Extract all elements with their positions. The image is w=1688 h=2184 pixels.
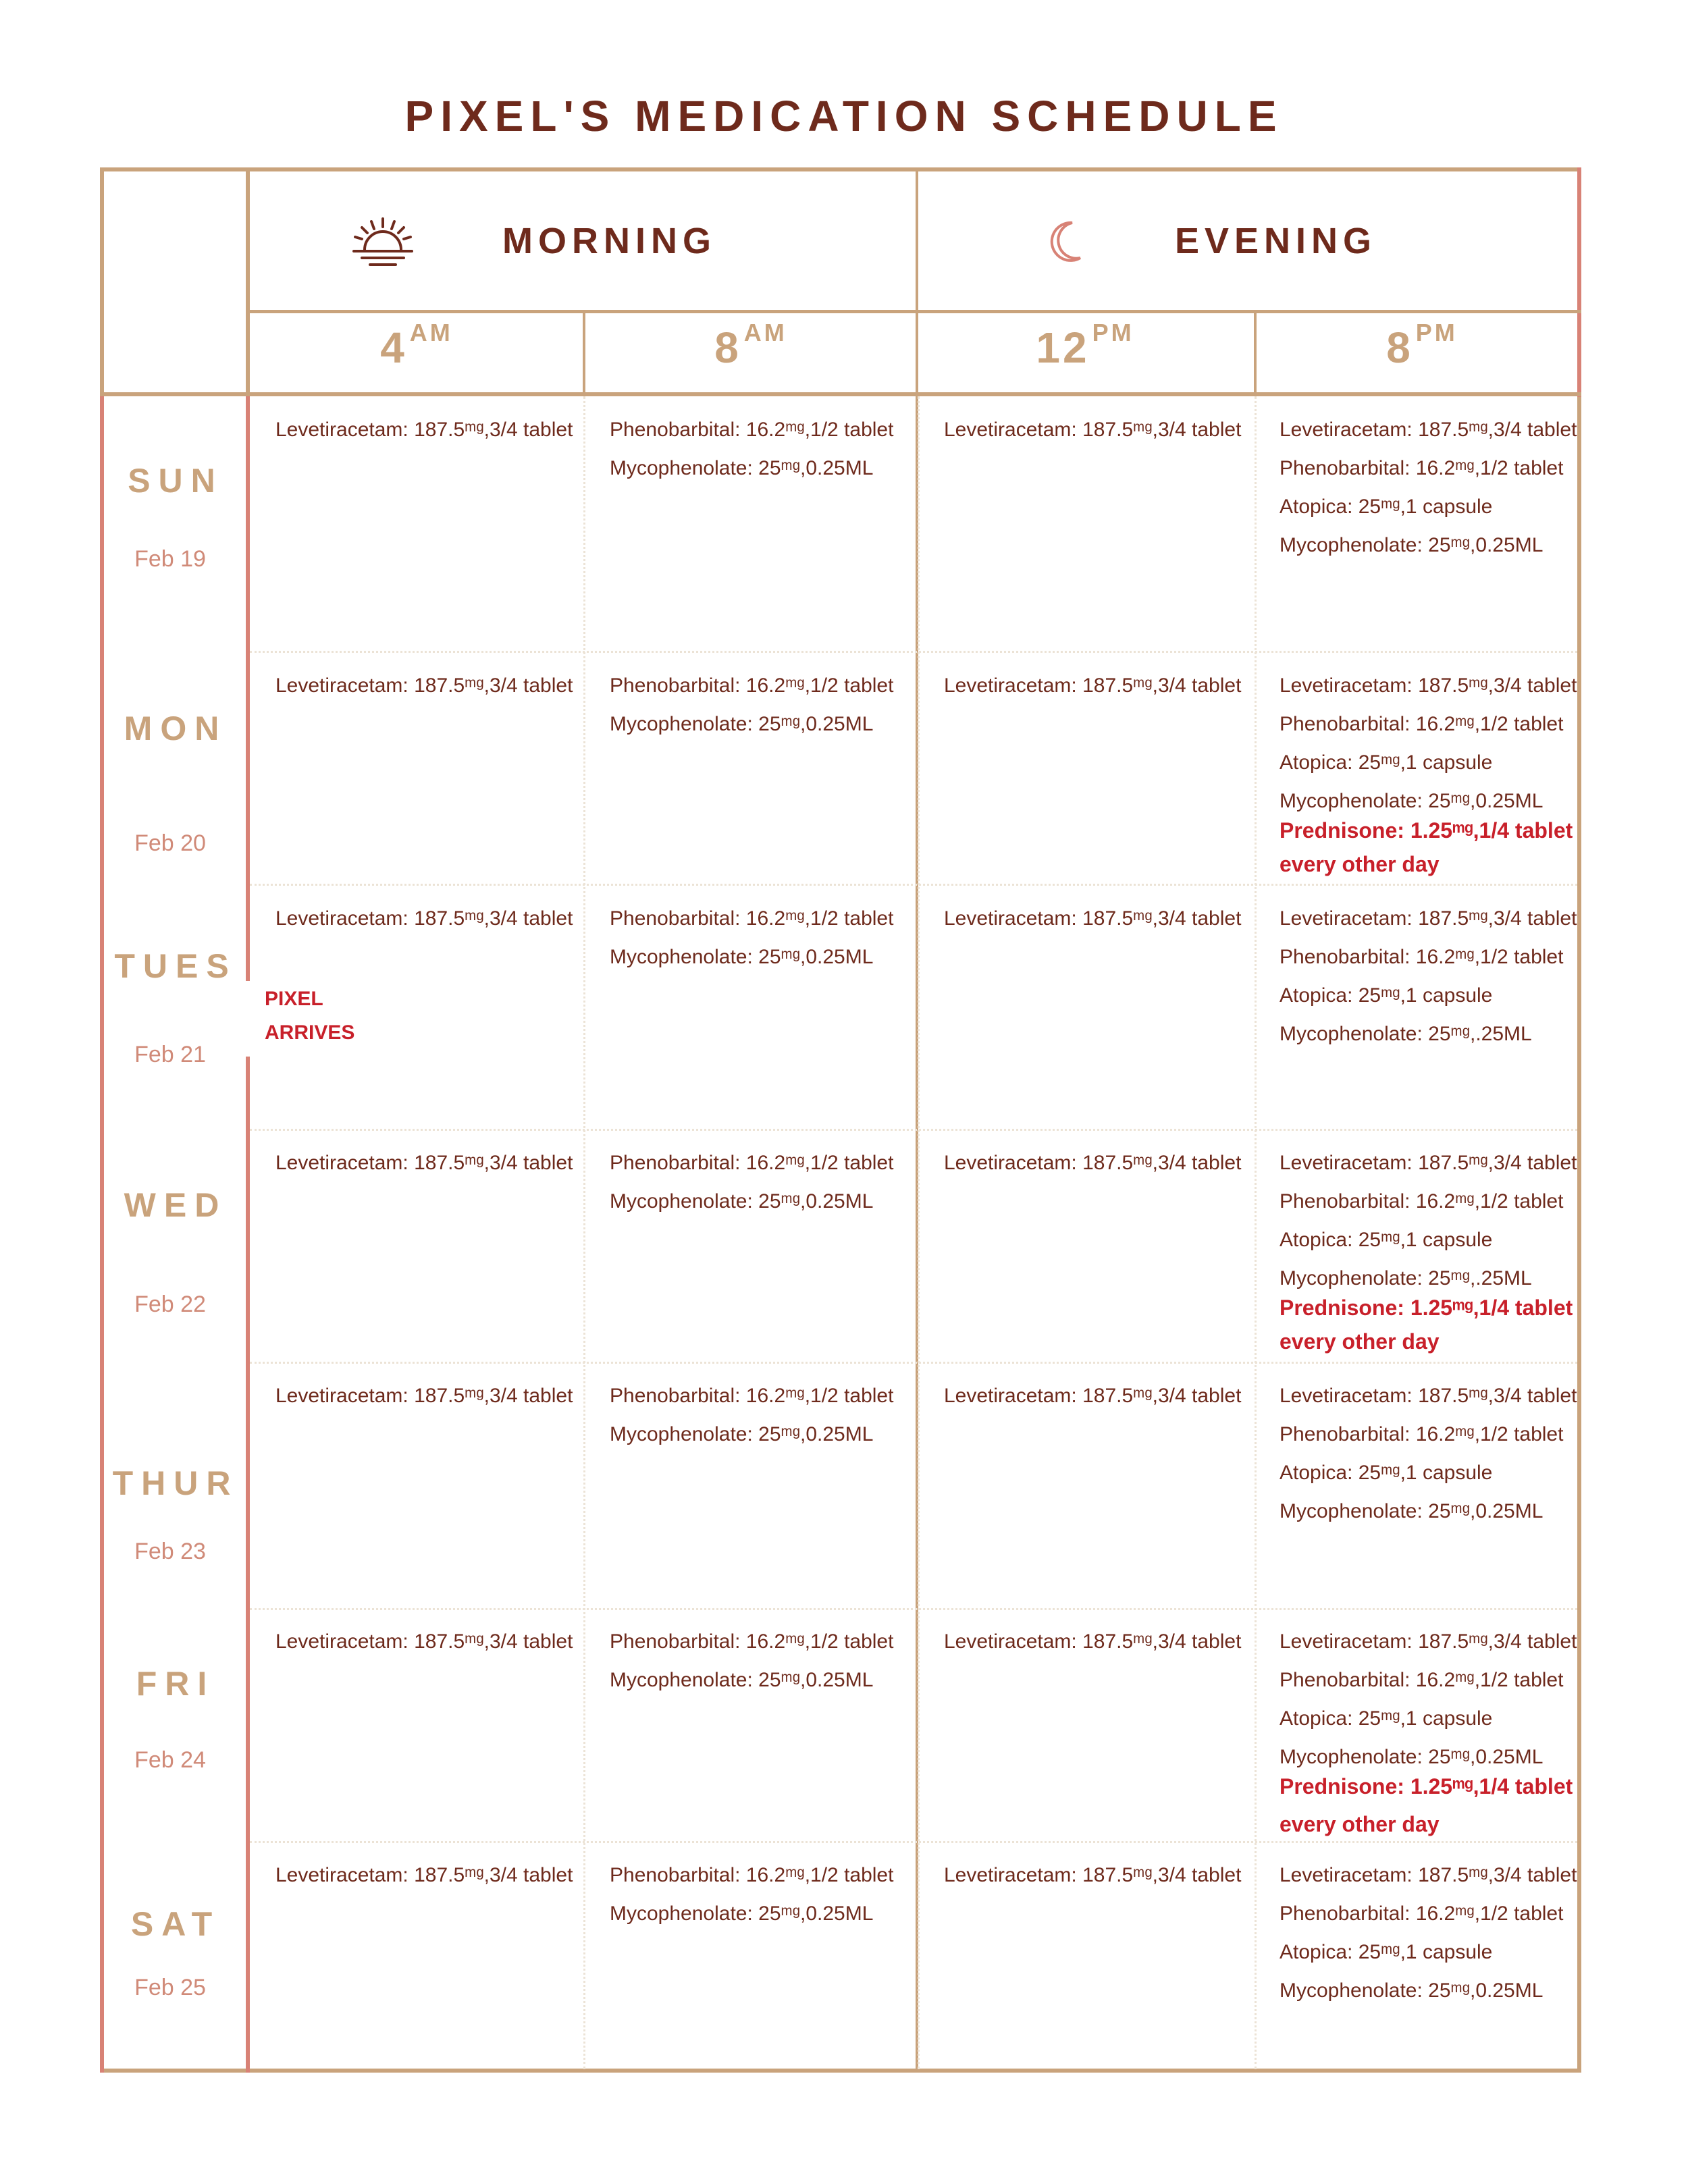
- note-line: ARRIVES: [265, 1021, 355, 1044]
- day-name-tues: TUES: [114, 947, 237, 985]
- dose-phenobarbital: Phenobarbital: 16.2ᵐᵍ,1/2 tablet: [1280, 1190, 1564, 1213]
- left-pink-bar: [100, 396, 104, 2073]
- dose-levetiracetam: Levetiracetam: 187.5ᵐᵍ,3/4 tablet: [275, 419, 573, 441]
- dose-levetiracetam: Levetiracetam: 187.5ᵐᵍ,3/4 tablet: [1280, 1864, 1577, 1886]
- cell-mon-8pm: [1280, 666, 1583, 881]
- cell-fri-8am: [610, 1622, 914, 1699]
- slot-header-3: [918, 319, 1252, 373]
- grid-dotted-row-1: [250, 651, 1577, 653]
- dose-phenobarbital: Phenobarbital: 16.2ᵐᵍ,1/2 tablet: [610, 1385, 894, 1407]
- cell-sun-4am: [275, 410, 579, 449]
- dose-levetiracetam: Levetiracetam: 187.5ᵐᵍ,3/4 tablet: [1280, 419, 1577, 441]
- dose-mycophenolate: Mycophenolate: 25ᵐᵍ,0.25ML: [610, 713, 874, 735]
- grid-dotted-row-3: [250, 1129, 1577, 1131]
- cell-sun-8pm: [1280, 410, 1583, 564]
- cell-sat-12pm: [944, 1856, 1248, 1894]
- dose-prednisone: Prednisone: 1.25ᵐᵍ,1/4 tablet: [1280, 818, 1573, 843]
- slot-number: 8: [714, 323, 741, 372]
- grid-dotted-row-4: [250, 1362, 1577, 1364]
- dose-prednisone-frequency: every other day: [1280, 1329, 1440, 1354]
- dose-mycophenolate: Mycophenolate: 25ᵐᵍ,0.25ML: [1280, 1746, 1544, 1768]
- dose-atopica: Atopica: 25ᵐᵍ,1 capsule: [1280, 1707, 1493, 1730]
- slot-number: 12: [1036, 323, 1090, 372]
- dose-levetiracetam: Levetiracetam: 187.5ᵐᵍ,3/4 tablet: [944, 1630, 1242, 1653]
- day-name-fri: FRI: [136, 1665, 215, 1703]
- dose-levetiracetam: Levetiracetam: 187.5ᵐᵍ,3/4 tablet: [275, 907, 573, 930]
- day-date-wed: Feb 22: [134, 1291, 206, 1317]
- dose-levetiracetam: Levetiracetam: 187.5ᵐᵍ,3/4 tablet: [275, 1864, 573, 1886]
- dose-levetiracetam: Levetiracetam: 187.5ᵐᵍ,3/4 tablet: [275, 674, 573, 697]
- cell-sat-8pm: [1280, 1856, 1583, 2010]
- dose-levetiracetam: Levetiracetam: 187.5ᵐᵍ,3/4 tablet: [944, 419, 1242, 441]
- slot-number: 4: [380, 323, 407, 372]
- dose-levetiracetam: Levetiracetam: 187.5ᵐᵍ,3/4 tablet: [944, 1152, 1242, 1174]
- cell-sat-8am: [610, 1856, 914, 1933]
- dose-phenobarbital: Phenobarbital: 16.2ᵐᵍ,1/2 tablet: [1280, 1902, 1564, 1925]
- dose-mycophenolate: Mycophenolate: 25ᵐᵍ,0.25ML: [1280, 1500, 1544, 1522]
- dose-phenobarbital: Phenobarbital: 16.2ᵐᵍ,1/2 tablet: [1280, 1669, 1564, 1691]
- day-date-sat: Feb 25: [134, 1975, 206, 2000]
- cell-thur-4am: [275, 1377, 579, 1415]
- dose-levetiracetam: Levetiracetam: 187.5ᵐᵍ,3/4 tablet: [944, 1864, 1242, 1886]
- day-date-mon: Feb 20: [134, 830, 206, 856]
- dose-mycophenolate: Mycophenolate: 25ᵐᵍ,.25ML: [1280, 1267, 1532, 1289]
- header-bottom: [100, 392, 1581, 396]
- dose-prednisone: Prednisone: 1.25ᵐᵍ,1/4 tablet: [1280, 1774, 1573, 1799]
- slot-suffix: AM: [743, 319, 787, 346]
- grid-dotted-col-2: [918, 396, 920, 2069]
- dose-atopica: Atopica: 25ᵐᵍ,1 capsule: [1280, 496, 1493, 518]
- day-name-thur: THUR: [112, 1464, 239, 1502]
- period-row-bottom: [246, 310, 1581, 313]
- dose-atopica: Atopica: 25ᵐᵍ,1 capsule: [1280, 751, 1493, 774]
- cell-fri-8pm: [1280, 1622, 1583, 1841]
- dose-phenobarbital: Phenobarbital: 16.2ᵐᵍ,1/2 tablet: [1280, 1423, 1564, 1445]
- cell-sat-4am: [275, 1856, 579, 1894]
- cell-thur-8am: [610, 1377, 914, 1454]
- cell-thur-12pm: [944, 1377, 1248, 1415]
- dose-atopica: Atopica: 25ᵐᵍ,1 capsule: [1280, 1229, 1493, 1251]
- grid-dotted-col-3: [1255, 396, 1257, 2069]
- dose-levetiracetam: Levetiracetam: 187.5ᵐᵍ,3/4 tablet: [1280, 1630, 1577, 1653]
- dose-levetiracetam: Levetiracetam: 187.5ᵐᵍ,3/4 tablet: [275, 1385, 573, 1407]
- grid-dotted-row-5: [250, 1608, 1577, 1610]
- page-title: PIXEL'S MEDICATION SCHEDULE: [404, 92, 1284, 140]
- dose-phenobarbital: Phenobarbital: 16.2ᵐᵍ,1/2 tablet: [610, 419, 894, 441]
- note-line: PIXEL: [265, 988, 323, 1010]
- dose-levetiracetam: Levetiracetam: 187.5ᵐᵍ,3/4 tablet: [275, 1152, 573, 1174]
- dose-mycophenolate: Mycophenolate: 25ᵐᵍ,.25ML: [1280, 1023, 1532, 1045]
- day-date-thur: Feb 23: [134, 1539, 206, 1564]
- cell-mon-4am: [275, 666, 579, 705]
- dose-phenobarbital: Phenobarbital: 16.2ᵐᵍ,1/2 tablet: [610, 1152, 894, 1174]
- cell-wed-8am: [610, 1144, 914, 1221]
- cell-mon-12pm: [944, 666, 1248, 705]
- dose-mycophenolate: Mycophenolate: 25ᵐᵍ,0.25ML: [1280, 1979, 1544, 2002]
- dose-mycophenolate: Mycophenolate: 25ᵐᵍ,0.25ML: [1280, 534, 1544, 556]
- cell-thur-8pm: [1280, 1377, 1583, 1530]
- cell-wed-8pm: [1280, 1144, 1583, 1358]
- dose-mycophenolate: Mycophenolate: 25ᵐᵍ,0.25ML: [610, 457, 874, 479]
- cell-wed-12pm: [944, 1144, 1248, 1182]
- dose-levetiracetam: Levetiracetam: 187.5ᵐᵍ,3/4 tablet: [1280, 1385, 1577, 1407]
- cell-tues-4am: [275, 899, 579, 938]
- dose-mycophenolate: Mycophenolate: 25ᵐᵍ,0.25ML: [610, 1190, 874, 1213]
- dose-phenobarbital: Phenobarbital: 16.2ᵐᵍ,1/2 tablet: [1280, 457, 1564, 479]
- crescent-moon-icon: [1045, 219, 1086, 266]
- slot-header-2: [584, 319, 918, 373]
- dose-mycophenolate: Mycophenolate: 25ᵐᵍ,0.25ML: [1280, 790, 1544, 812]
- cell-tues-8pm: [1280, 899, 1583, 1053]
- day-name-mon: MON: [124, 710, 228, 747]
- cell-fri-4am: [275, 1622, 579, 1661]
- pixel-arrives-note: [265, 982, 354, 1050]
- dose-levetiracetam: Levetiracetam: 187.5ᵐᵍ,3/4 tablet: [944, 1385, 1242, 1407]
- slot-suffix: PM: [1415, 319, 1458, 346]
- day-name-sat: SAT: [130, 1905, 221, 1943]
- dose-atopica: Atopica: 25ᵐᵍ,1 capsule: [1280, 1941, 1493, 1963]
- dose-prednisone: Prednisone: 1.25ᵐᵍ,1/4 tablet: [1280, 1296, 1573, 1320]
- slot-suffix: PM: [1092, 319, 1134, 346]
- dose-phenobarbital: Phenobarbital: 16.2ᵐᵍ,1/2 tablet: [1280, 946, 1564, 968]
- cell-sun-12pm: [944, 410, 1248, 449]
- dose-levetiracetam: Levetiracetam: 187.5ᵐᵍ,3/4 tablet: [1280, 907, 1577, 930]
- slot-header-1: [250, 319, 583, 373]
- period-evening: EVENING: [1175, 221, 1377, 261]
- dose-phenobarbital: Phenobarbital: 16.2ᵐᵍ,1/2 tablet: [610, 1630, 894, 1653]
- cell-tues-8am: [610, 899, 914, 976]
- grid-dotted-row-6: [250, 1841, 1577, 1843]
- dose-levetiracetam: Levetiracetam: 187.5ᵐᵍ,3/4 tablet: [944, 674, 1242, 697]
- slot-number: 8: [1386, 323, 1413, 372]
- slot-suffix: AM: [409, 319, 453, 346]
- dose-levetiracetam: Levetiracetam: 187.5ᵐᵍ,3/4 tablet: [1280, 1152, 1577, 1174]
- cell-wed-4am: [275, 1144, 579, 1182]
- dose-mycophenolate: Mycophenolate: 25ᵐᵍ,0.25ML: [610, 1423, 874, 1445]
- dose-mycophenolate: Mycophenolate: 25ᵐᵍ,0.25ML: [610, 1902, 874, 1925]
- cell-mon-8am: [610, 666, 914, 743]
- dose-prednisone-frequency: every other day: [1280, 1812, 1440, 1836]
- dose-phenobarbital: Phenobarbital: 16.2ᵐᵍ,1/2 tablet: [610, 674, 894, 697]
- dose-prednisone-frequency: every other day: [1280, 852, 1440, 876]
- dose-levetiracetam: Levetiracetam: 187.5ᵐᵍ,3/4 tablet: [1280, 674, 1577, 697]
- dose-atopica: Atopica: 25ᵐᵍ,1 capsule: [1280, 1462, 1493, 1484]
- dose-mycophenolate: Mycophenolate: 25ᵐᵍ,0.25ML: [610, 1669, 874, 1691]
- dose-phenobarbital: Phenobarbital: 16.2ᵐᵍ,1/2 tablet: [1280, 713, 1564, 735]
- cell-sun-8am: [610, 410, 914, 487]
- day-date-fri: Feb 24: [134, 1747, 206, 1773]
- dose-atopica: Atopica: 25ᵐᵍ,1 capsule: [1280, 984, 1493, 1007]
- dose-levetiracetam: Levetiracetam: 187.5ᵐᵍ,3/4 tablet: [275, 1630, 573, 1653]
- day-name-sun: SUN: [128, 462, 223, 500]
- sunrise-icon: [351, 216, 415, 270]
- period-morning: MORNING: [502, 221, 716, 261]
- dose-phenobarbital: Phenobarbital: 16.2ᵐᵍ,1/2 tablet: [610, 1864, 894, 1886]
- grid-dotted-col-1: [583, 396, 585, 2069]
- day-date-sun: Feb 19: [134, 546, 206, 572]
- cell-fri-12pm: [944, 1622, 1248, 1661]
- day-date-tues: Feb 21: [134, 1042, 206, 1067]
- dose-mycophenolate: Mycophenolate: 25ᵐᵍ,0.25ML: [610, 946, 874, 968]
- cell-tues-12pm: [944, 899, 1248, 938]
- grid-dotted-row-2: [250, 884, 1577, 886]
- slot-header-4: [1255, 319, 1589, 373]
- dose-levetiracetam: Levetiracetam: 187.5ᵐᵍ,3/4 tablet: [944, 907, 1242, 930]
- dose-phenobarbital: Phenobarbital: 16.2ᵐᵍ,1/2 tablet: [610, 907, 894, 930]
- day-name-wed: WED: [124, 1186, 228, 1224]
